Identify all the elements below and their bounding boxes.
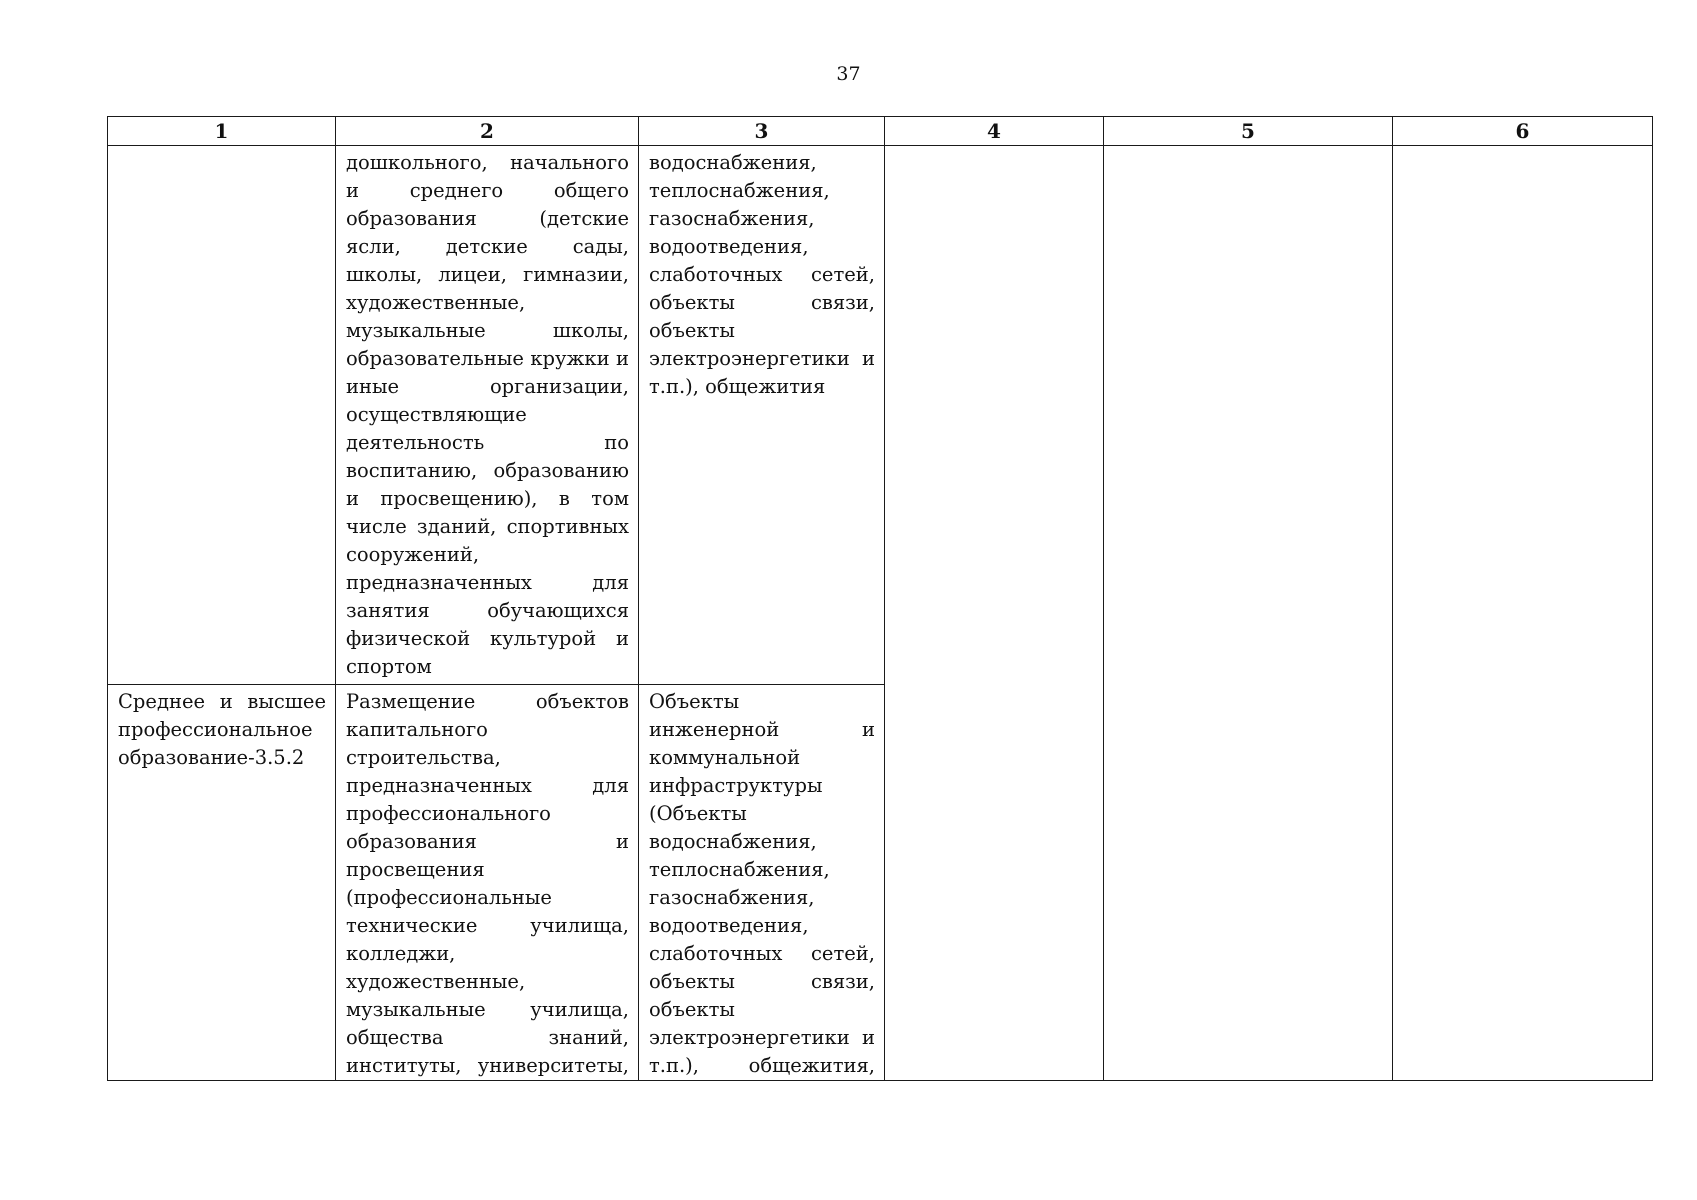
row2-col3-text — [639, 685, 884, 1080]
text-line: инженерной и — [649, 718, 875, 741]
text-line: т.п.), общежития — [649, 375, 826, 398]
text-line: сооружений, — [346, 543, 480, 566]
text-line: занятия обучающихся — [346, 599, 629, 622]
text-line: колледжи, — [346, 942, 456, 965]
text-line: предназначенных для — [346, 571, 629, 594]
row2-col1-text — [108, 685, 335, 772]
text-line: музыкальные училища, — [346, 998, 629, 1021]
text-line: водоотведения, — [649, 235, 809, 258]
text-line: ясли, детские сады, — [346, 235, 629, 258]
text-line: теплоснабжения, — [649, 858, 830, 881]
text-line: (профессиональные — [346, 886, 552, 909]
text-line: теплоснабжения, — [649, 179, 830, 202]
page-number: 37 — [836, 63, 861, 85]
text-line: образования (детские — [346, 207, 629, 230]
text-line: образование-3.5.2 — [118, 746, 305, 769]
col5-empty-cell — [1104, 146, 1393, 1081]
table-row — [108, 146, 1653, 685]
text-line: капитального — [346, 718, 488, 741]
row2-col1-cell — [108, 685, 336, 1081]
row1-col1-cell — [108, 146, 336, 685]
text-line: водоотведения, — [649, 914, 809, 937]
row2-col3-cell — [639, 685, 885, 1081]
col4-empty-cell — [885, 146, 1104, 1081]
text-line: (Объекты — [649, 802, 747, 825]
text-line: Объекты — [649, 690, 740, 713]
text-line: физической культурой и — [346, 627, 629, 650]
text-line: строительства, — [346, 746, 501, 769]
text-line: Среднее и высшее — [118, 690, 326, 713]
text-line: музыкальные школы, — [346, 319, 629, 342]
row1-col3-cell — [639, 146, 885, 685]
text-line: водоснабжения, — [649, 151, 817, 174]
text-line: институты, университеты, — [346, 1054, 629, 1077]
text-line: объекты связи, — [649, 291, 875, 314]
text-line: электроэнергетики и — [649, 1026, 875, 1049]
text-line: коммунальной — [649, 746, 801, 769]
text-line: воспитанию, образованию — [346, 459, 629, 482]
text-line: школы, лицеи, гимназии, — [346, 263, 629, 286]
column-header-4: 4 — [885, 117, 1104, 146]
row1-col3-text — [639, 146, 884, 401]
text-line: объекты — [649, 998, 735, 1021]
text-line: и просвещению), в том — [346, 487, 629, 510]
column-header-1: 1 — [108, 117, 336, 146]
header-row — [108, 117, 1653, 146]
text-line: инфраструктуры — [649, 774, 823, 797]
text-line: дошкольного, начального — [346, 151, 629, 174]
column-header-5: 5 — [1104, 117, 1393, 146]
text-line: деятельность по — [346, 431, 629, 454]
text-line: художественные, — [346, 970, 526, 993]
text-line: и среднего общего — [346, 179, 629, 202]
text-line: объекты связи, — [649, 970, 875, 993]
text-line: образования и — [346, 830, 629, 853]
text-line: технические училища, — [346, 914, 629, 937]
text-line: осуществляющие — [346, 403, 527, 426]
text-line: т.п.), общежития, — [649, 1054, 875, 1077]
text-line: слаботочных сетей, — [649, 263, 875, 286]
text-line: Размещение объектов — [346, 690, 629, 713]
text-line: газоснабжения, — [649, 207, 815, 230]
column-header-3: 3 — [639, 117, 885, 146]
column-header-6: 6 — [1393, 117, 1653, 146]
text-line: спортом — [346, 655, 432, 678]
text-line: иные организации, — [346, 375, 629, 398]
row2-col2-text — [336, 685, 638, 1080]
column-header-2: 2 — [336, 117, 639, 146]
text-line: просвещения — [346, 858, 485, 881]
text-line: водоснабжения, — [649, 830, 817, 853]
row2-col2-cell — [336, 685, 639, 1081]
row1-col1-text — [108, 146, 335, 149]
text-line: профессиональное — [118, 718, 313, 741]
row1-col2-text — [336, 146, 638, 681]
text-line: общества знаний, — [346, 1026, 629, 1049]
text-line: предназначенных для — [346, 774, 629, 797]
text-line: образовательные кружки и — [346, 347, 629, 370]
row1-col2-cell — [336, 146, 639, 685]
text-line: объекты — [649, 319, 735, 342]
text-line: газоснабжения, — [649, 886, 815, 909]
text-line: электроэнергетики и — [649, 347, 875, 370]
text-line: числе зданий, спортивных — [346, 515, 629, 538]
text-line: художественные, — [346, 291, 526, 314]
col6-empty-cell — [1393, 146, 1653, 1081]
text-line: профессионального — [346, 802, 551, 825]
data-table — [107, 116, 1653, 1081]
text-line: слаботочных сетей, — [649, 942, 875, 965]
